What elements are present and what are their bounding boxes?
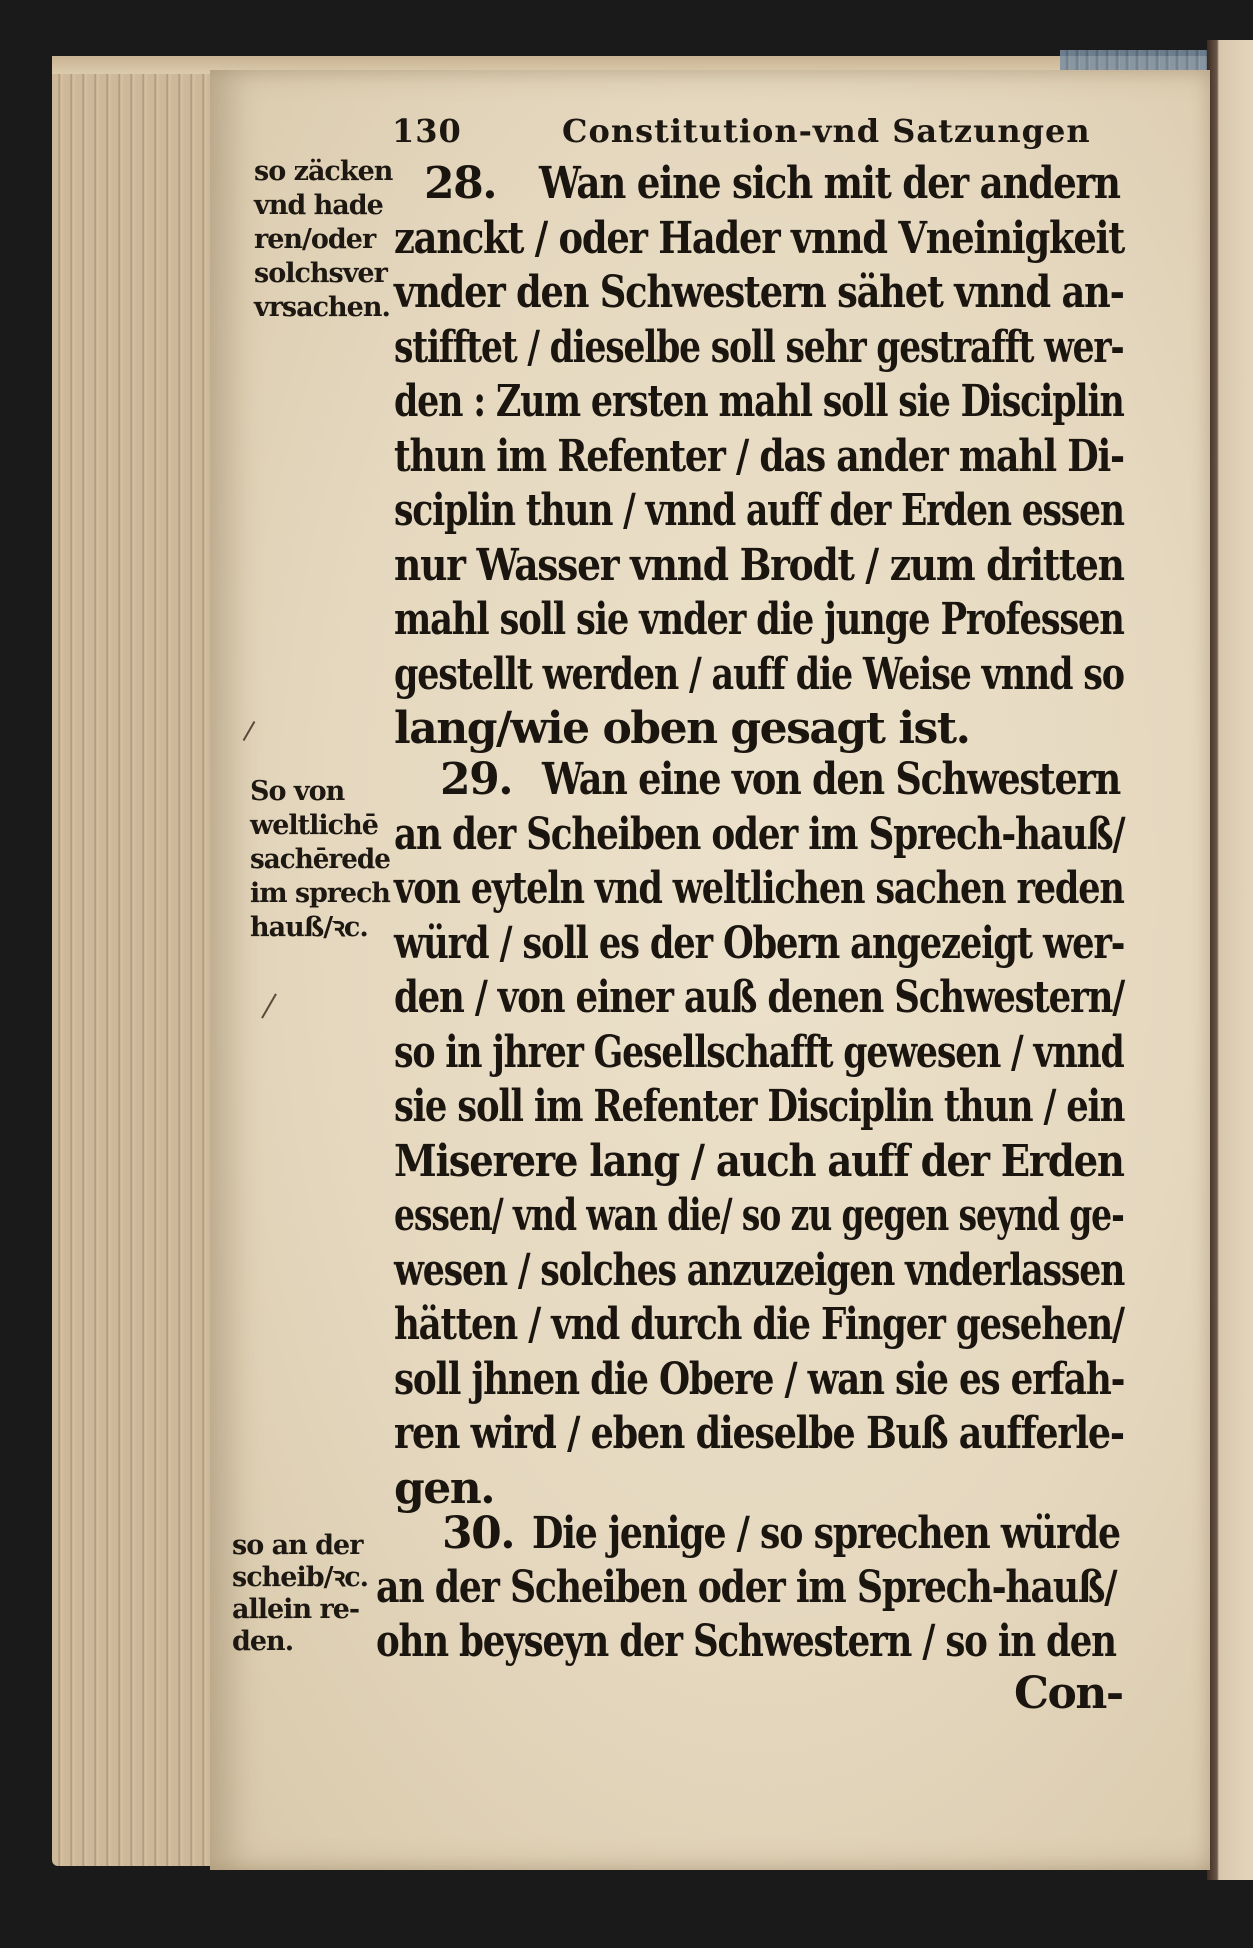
text-line: gen. [394, 1462, 495, 1514]
text-line: Miserere lang / auch auff der Erden [394, 1135, 1124, 1187]
marginal-note-line: ren/oder [254, 224, 376, 255]
text-line: vnder den Schwestern sähet vnnd an- [394, 267, 1124, 318]
text-line: sciplin thun / vnnd auff der Erden essen [394, 485, 1124, 536]
running-title: Constitution-vnd Satzungen [562, 112, 1091, 150]
text-line: zanckt / oder Hader vnnd Vneinigkeit [394, 212, 1125, 264]
marginal-note-line: im sprech [250, 878, 390, 909]
catchword: Con- [1014, 1668, 1123, 1719]
marginal-note-line: So von [250, 776, 345, 807]
marginal-note-line: den. [232, 1626, 294, 1657]
paragraph-number: 30. [442, 1508, 515, 1559]
text-line: ren wird / eben dieselbe Buß aufferle- [394, 1408, 1124, 1459]
text-line: mahl soll sie vnder die junge Professen [394, 594, 1124, 645]
text-line: nur Wasser vnnd Brodt / zum dritten [394, 539, 1124, 591]
text-line: essen/ vnd wan die/ so zu gegen seynd ge- [394, 1190, 1124, 1241]
marginal-note-line: solchsver [254, 258, 387, 289]
text-line: von eyteln vnd weltlichen sachen reden [394, 863, 1124, 914]
text-line: Wan eine sich mit der andern [539, 158, 1120, 209]
text-line: den : Zum ersten mahl soll sie Disciplin [394, 376, 1124, 427]
marginal-note-line: vnd hade [254, 190, 383, 221]
text-line: Wan eine von den Schwestern [542, 754, 1121, 805]
text-line: an der Scheiben oder im Sprech-hauß/ [394, 808, 1125, 860]
text-line: thun im Refenter / das ander mahl Di- [394, 430, 1124, 482]
marginal-note-line: so an der [232, 1530, 363, 1561]
text-line: würd / soll es der Obern angezeigt wer- [394, 917, 1125, 969]
text-line: sie soll im Refenter Disciplin thun / ein [394, 1081, 1125, 1132]
text-line: soll jhnen die Obere / wan sie es erfah- [394, 1353, 1125, 1405]
text-line: stifftet / dieselbe soll sehr gestrafft wer- [394, 321, 1124, 373]
text-line: lang/wie oben gesagt ist. [394, 703, 970, 754]
marginal-note-line: allein re- [232, 1594, 360, 1625]
page-edge-stack [52, 56, 232, 1866]
text-line: den / von einer auß denen Schwestern/ [394, 972, 1124, 1023]
text-line: so in jhrer Gesellschafft gewesen / vnnd [394, 1026, 1124, 1078]
text-line: hätten / vnd durch die Finger gesehen/ [394, 1299, 1124, 1350]
text-line: wesen / solches anzuzeigen vnderlassen [394, 1244, 1125, 1296]
marginal-note-line: vrsachen. [254, 292, 390, 323]
text-line: Die jenige / so sprechen würde [532, 1508, 1120, 1559]
paragraph-number: 29. [440, 754, 513, 805]
marginal-note-line: scheib/ꝛc. [232, 1562, 369, 1593]
facing-page-edge [1207, 40, 1253, 1880]
paragraph-number: 28. [424, 158, 497, 209]
text-line: gestellt werden / auff die Weise vnnd so [394, 648, 1124, 700]
page-number: 130 [392, 112, 462, 150]
text-line: an der Scheiben oder im Sprech-hauß/ [376, 1562, 1117, 1613]
marginal-note-line: sachērede [250, 844, 390, 875]
text-line: ohn beyseyn der Schwestern / so in den [376, 1616, 1116, 1667]
marginal-note-line: weltlichē [250, 810, 378, 841]
marginal-note-line: hauß/ꝛc. [250, 912, 368, 943]
marginal-note-line: so zäcken [254, 156, 393, 187]
